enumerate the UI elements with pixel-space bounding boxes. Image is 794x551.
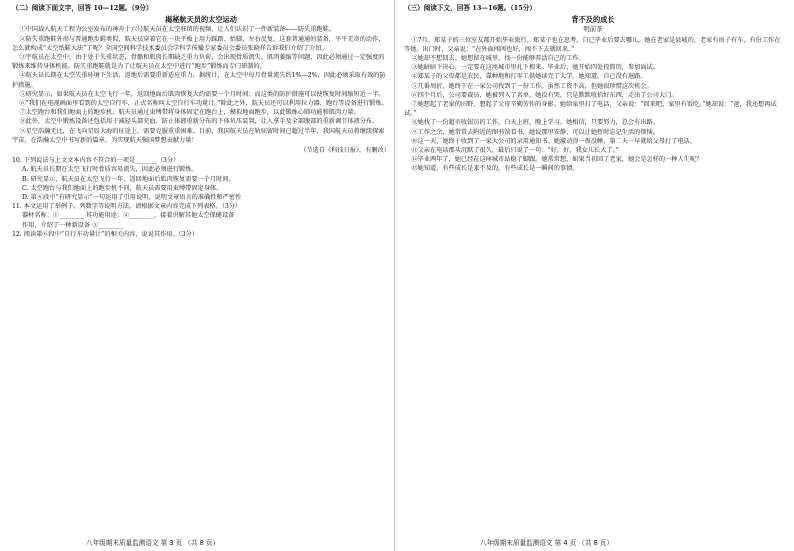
section-heading-3: （三）阅读下文，回答 13—16题。（15分） [404,4,537,12]
paragraph: ⑤研究显示，如果航天员在太空飞行一年，返回地面后肌肉恢复大约需要一个月时间；而这类的防护措施可以使恢复时间缩短近一半。 [19,90,385,98]
paragraph: ⑨工作之余，她常常去附近的图书馆看书，她说那里安静，可以让她暂时忘记生活的烦恼。 [411,128,659,136]
option-a: A. 航天员长期在太空飞行时骨质容易流失，因此必须进行锻炼。 [22,166,198,174]
page-footer-left: 八年级期末质量监测语文 第 3 页 （共 8 页） [86,539,220,547]
page-footer-right: 八年级期末质量监测语文 第 4 页 （共 8 页） [480,539,614,547]
article-title-left: 揭秘航天员的太空运动 [165,15,237,25]
column-divider [394,0,395,551]
left-column [12,4,390,239]
paragraph: ④郑某子的父母都是农民，靠种地和打零工供她读完了大学。她知道，自己没有退路。 [411,73,647,81]
paragraph: ⑤几番周折，她终于在一家公司找到了一份工作。虽然工资不高，但她很珍惜这次机会。 [411,82,653,90]
option-b: B. 研究显示，航天员在太空飞行一年，返回地面后肌肉恢复需要一个月时间。 [22,175,235,183]
paragraph: ②防失重跑鞋外形与普通跑步鞋类似，航天员穿着它在一块平板上用力踩踏、抬脚，左右反复。这套普通通的装备，平平无奇的动作，怎么就构成“太空纸鞋大法”了呢？全国空间科学技术委员会学科学传播专家委员会委员张晓祥告诉我们介绍了介绍。 [12,35,385,52]
article-source: （节选自《科技日报》，有删改） [300,147,390,155]
paragraph: ③宇航员在太空中，由于处于失重状态，骨骼和肌肉长期缺乏重力负荷，会出现骨质流失、肌肉萎缩等问题，因此必须通过一定强度的锻炼来维持身体机能。防失重跑鞋就是为了让航天员在太空中进行“跑步”锻炼而专门研制的。 [12,54,385,71]
paragraph: ①7月，郑某子的三位室友都开始毕业旅行，郑某子也在思考，自己毕业后要去哪儿。她在老家是县城的，老家有房子有车，有份工作在等她。出门时，父亲说：“在外面闯闯也好，闯不下去就回来。” [404,36,781,53]
paragraph: ④航天员长期在太空失重环境下生活，返地后需要重新适应重力。据统计，在太空中每月骨量流失约1%—2%，因此必须采取有效的防护措施。 [12,72,386,89]
paragraph: ①中国载人航天工程为公室发布的神舟十六号航天员在太空驻留的视频，让人们认识了一件新装备——防失重跑鞋。 [19,26,335,34]
article-author: 明前茶 [583,25,603,34]
paragraph: ⑪父亲在电话那头沉默了很久，最后只说了一句：“好，好，我女儿长大了。” [411,147,619,155]
paragraph: ⑦她想起了老家的田野，想起了父母辛勤劳作的身影。她给家里打了电话，父亲说：“回来吧，家里有饭吃。”她却说：“爸，我还想再试试。” [404,101,777,118]
question-12: 12. 阅读第⑥段中“自行车功量计”的相关内容，说说其作用。（3分） [12,230,199,238]
fill-blank-row: 器材名称：①________ 其功能用途：②________，接着讲解其他太空保健设备 [22,212,235,220]
paragraph: ③她暗暗下决心，一定要在这座城市里扎下根来。毕业后，她开始四处投简历，参加面试。 [411,64,659,72]
question-11: 11. 本文运用了举例子、列数字等说明方法，请根据文章内容完成下列表格。（3分） [12,203,242,211]
paragraph: ⑥“我们在电视画面里看到的太空自行车，正式名称叫太空自行车功量计。”除此之外，航天员还可以利用拉力器、跑台等设备进行锻炼。 [19,100,388,108]
section-heading-2: （二）阅读下面文字，回答 10—12题。（9分） [12,4,153,12]
option-d: D. 第⑥段中“有研究显示”一句运用了引用说明，说明文章语言的准确性和严密性 [22,194,242,202]
right-column [404,4,782,174]
paragraph: ⑬她知道，有些成长是来不及的，有些成长是一瞬间的事情。 [411,165,579,173]
article-title-right: 背不及的成长 [571,15,615,25]
paragraph: ⑩这一天，她终于收到了一家大公司的录用通知书。她激动得一夜没睡，第二天一早就给父母打了电话。 [411,137,697,145]
left-article-body [12,25,390,145]
paragraph: ⑧此外，太空中锻炼设备还包括用于减轻头部充血、防止体液重新分布的下体负压装置，让人拿手及全部腹部的重新调节体液分布。 [19,118,379,126]
paragraph: ⑫毕业两年了，她已经在这座城市站稳了脚跟。她常常想，如果当初回了老家，她会是怎样的一种人生呢？ [411,156,703,164]
paragraph: ⑦太空跑台和我们地面上的跑步机，航天员通过束缚带将身体固定在跑台上，模拟地面跑步，以此锻炼心肺功能和肌肉力量。 [19,109,360,117]
paragraph: ⑧她找了一份超市收银员的工作，白天上班，晚上学习。她相信，只要努力，总会有出路。 [411,119,659,127]
right-article-body [404,36,782,174]
paragraph: ⑥四个月后，公司要裁员，她被列入了名单。她没有哭，只是默默收拾好东西，走出了公司大门。 [411,91,678,99]
fill-blank-row: 作用，介绍了一种新设备 ③________ [22,221,123,229]
paragraph: ②她却不想回去。她想留在城里，找一份能够养活自己的工作。 [411,55,585,63]
option-c: C. 太空跑台与我们地面上的跑步机不同，航天员需要用束缚带固定身体。 [22,184,223,192]
question-10: 10. 下列说法与上文文本内容不符合的一项是_______（3分） [12,157,180,165]
paragraph: ⑨星空浩瀚无比，在飞向星辰大海的征途上，需要克服重重困难。目前，我国航天员在轨驻留时间已超过半年，我国航天员将继续探索宇宙，在浩瀚太空中书写新的篇章，为实现航天强国梦想贡献力量！ [12,127,385,144]
